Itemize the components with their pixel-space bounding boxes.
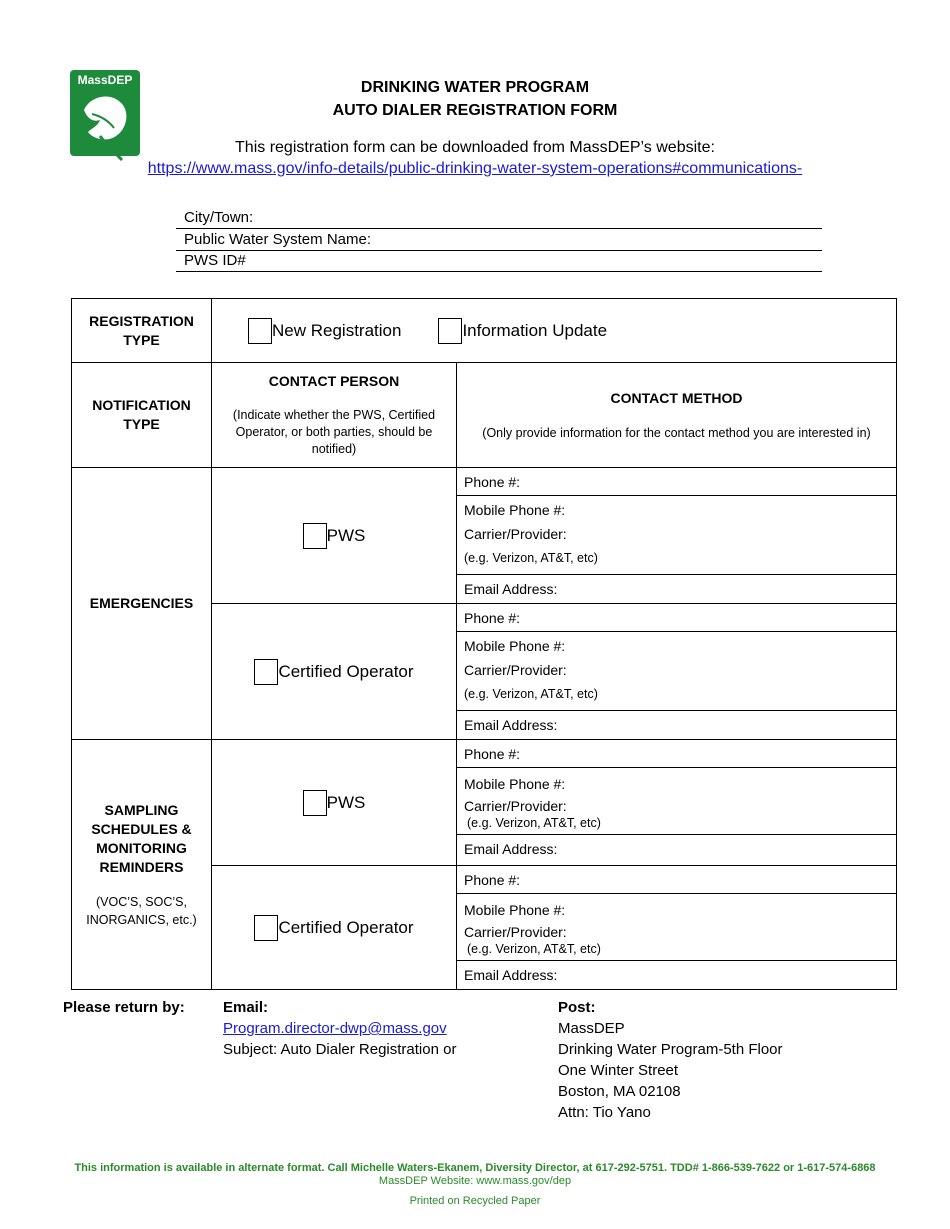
footer-accessibility: This information is available in alternate format. Call Michelle Waters-Ekanem, Diversity Director, at 617-292-5751. TDD# 1-866-539-7622 or 1-617-574-6868 [74, 1162, 876, 1174]
download-text: This registration form can be downloaded from MassDEP’s website: [235, 139, 715, 156]
emergencies-operator-checkbox[interactable] [254, 659, 278, 685]
emergencies-pws-checkbox[interactable] [303, 523, 327, 549]
sampling-operator-cell [212, 866, 457, 990]
phone-field[interactable]: Phone #: [457, 604, 896, 632]
sampling-pws-row [72, 740, 897, 866]
phone-field[interactable]: Phone #: [457, 468, 896, 496]
carrier-field[interactable]: Carrier/Provider: [464, 924, 567, 940]
carrier-example: (e.g. Verizon, AT&T, etc) [464, 687, 598, 701]
sampling-operator-contacts [457, 866, 897, 990]
city-town-field[interactable]: City/Town: [176, 208, 822, 229]
email-subject: Subject: Auto Dialer Registration or [223, 1041, 457, 1058]
sampling-operator-label: Certified Operator [278, 917, 414, 937]
email-block: Email: Program.director-dwp@mass.gov Subject: Auto Dialer Registration or [223, 999, 457, 1058]
registration-options [212, 299, 897, 363]
sampling-pws-label: PWS [326, 792, 366, 812]
carrier-example: (e.g. Verizon, AT&T, etc) [464, 551, 598, 565]
emergencies-pws-label: PWS [326, 525, 366, 545]
mobile-phone-field[interactable]: Mobile Phone #: [464, 776, 566, 792]
mobile-phone-field[interactable]: Mobile Phone #: [464, 638, 566, 654]
emergencies-operator-cell [212, 604, 457, 740]
sampling-pws-cell [212, 740, 457, 866]
new-registration-checkbox[interactable] [248, 318, 272, 344]
contact-person-header: CONTACT PERSON (Indicate whether the PWS, Certified Operator, or both parties, should be notified) [212, 363, 457, 468]
phone-field[interactable]: Phone #: [457, 866, 896, 894]
mobile-phone-field[interactable]: Mobile Phone #: [464, 902, 566, 918]
information-update-label: Information Update [462, 320, 608, 340]
registration-type-label: REGISTRATION TYPE [72, 299, 212, 363]
footer-recycled: Printed on Recycled Paper [409, 1195, 541, 1207]
contact-method-header: CONTACT METHOD (Only provide information for the contact method you are interested in) [457, 363, 897, 468]
footer-website: MassDEP Website: www.mass.gov/dep [378, 1175, 572, 1187]
sampling-label: SAMPLING SCHEDULES & MONITORING REMINDERS (VOC’S, SOC’S, INORGANICS, etc.) [72, 740, 212, 990]
emergencies-pws-cell [212, 468, 457, 604]
sampling-operator-checkbox[interactable] [254, 915, 278, 941]
pws-name-field[interactable]: Public Water System Name: [176, 230, 822, 251]
svg-text:MassDEP: MassDEP [77, 73, 133, 87]
notification-type-row [72, 363, 897, 468]
download-link-wrap [0, 160, 950, 178]
email-link[interactable]: Program.director-dwp@mass.gov [223, 1020, 447, 1037]
email-field[interactable]: Email Address: [464, 717, 558, 733]
carrier-example: (e.g. Verizon, AT&T, etc) [467, 816, 601, 830]
form-title-line1: DRINKING WATER PROGRAM [360, 79, 590, 96]
email-field[interactable]: Email Address: [464, 967, 558, 983]
carrier-field[interactable]: Carrier/Provider: [464, 798, 567, 814]
carrier-example: (e.g. Verizon, AT&T, etc) [467, 942, 601, 956]
sampling-pws-contacts [457, 740, 897, 866]
emergencies-pws-row [72, 468, 897, 604]
carrier-field[interactable]: Carrier/Provider: [464, 662, 567, 678]
information-update-checkbox[interactable] [438, 318, 462, 344]
carrier-field[interactable]: Carrier/Provider: [464, 526, 567, 542]
new-registration-label: New Registration [272, 320, 402, 340]
post-block: Post: MassDEP Drinking Water Program-5th Floor One Winter Street Boston, MA 02108 Attn: Tio Yano [558, 999, 783, 1121]
emergencies-label: EMERGENCIES [72, 468, 212, 740]
email-field[interactable]: Email Address: [464, 581, 558, 597]
pws-id-field[interactable]: PWS ID# [176, 251, 822, 272]
phone-field[interactable]: Phone #: [457, 740, 896, 768]
mobile-phone-field[interactable]: Mobile Phone #: [464, 502, 566, 518]
emergencies-operator-label: Certified Operator [278, 661, 414, 681]
notification-type-label: NOTIFICATION TYPE [72, 363, 212, 468]
download-link[interactable]: https://www.mass.gov/info-details/public-drinking-water-system-operations#communications- [147, 160, 803, 177]
sampling-pws-checkbox[interactable] [303, 790, 327, 816]
registration-table [71, 298, 897, 990]
email-field[interactable]: Email Address: [464, 841, 558, 857]
registration-type-row [72, 299, 897, 363]
return-by-label: Please return by: [63, 999, 185, 1016]
emergencies-operator-contacts [457, 604, 897, 740]
emergencies-pws-contacts [457, 468, 897, 604]
form-title-line2: AUTO DIALER REGISTRATION FORM [332, 102, 618, 119]
